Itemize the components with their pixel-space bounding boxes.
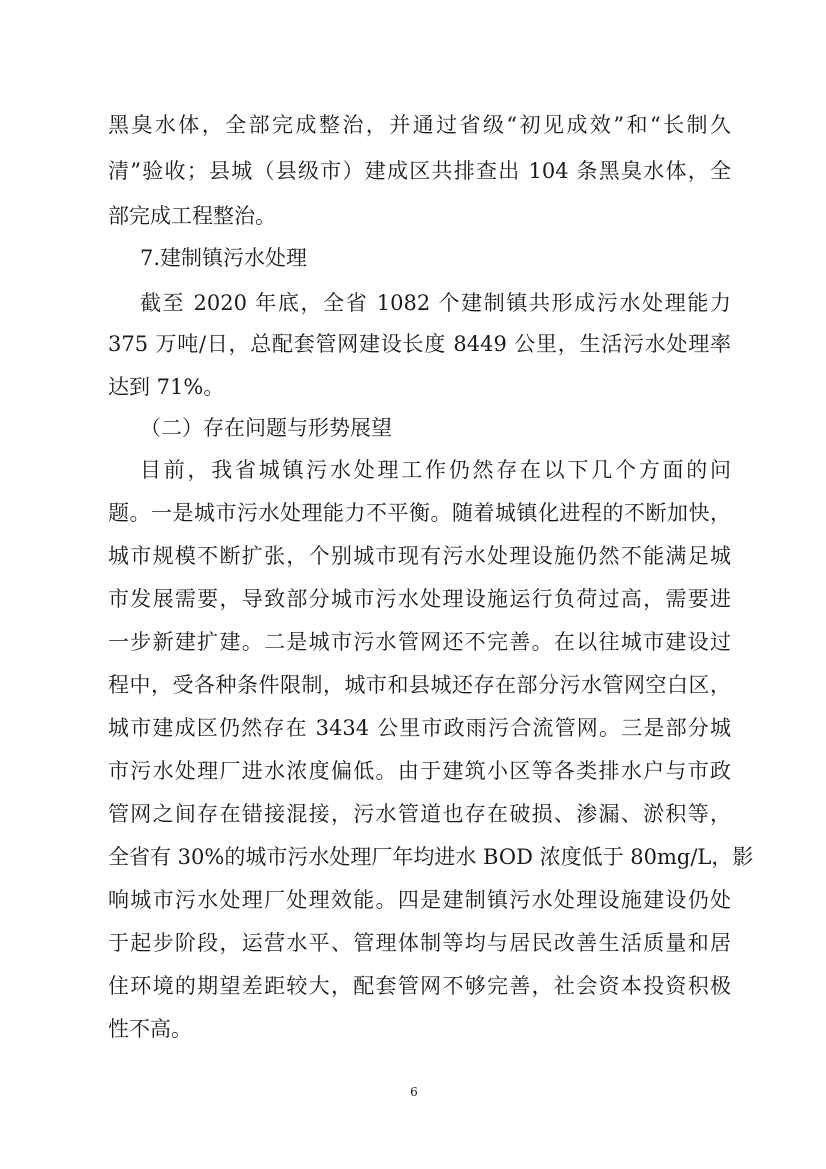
paragraph-line: 市污水处理厂进水浓度偏低。由于建筑小区等各类排水户与市政	[108, 759, 731, 783]
paragraph-line: 响城市污水处理厂处理效能。四是建制镇污水处理设施建设仍处	[108, 888, 731, 912]
section-heading: （二）存在问题与形势展望	[140, 416, 392, 440]
paragraph-line: 清”验收；县城（县级市）建成区共排查出 104 条黑臭水体，全	[108, 159, 731, 183]
paragraph-line: 截至 2020 年底，全省 1082 个建制镇共形成污水处理能力	[140, 291, 731, 315]
paragraph-line: 住环境的期望差距较大，配套管网不够完善，社会资本投资积极	[108, 974, 731, 998]
paragraph-line: 375 万吨/日，总配套管网建设长度 8449 公里，生活污水处理率	[108, 332, 731, 356]
paragraph-line: 一步新建扩建。二是城市污水管网还不完善。在以往城市建设过	[108, 630, 731, 654]
paragraph-line: 市发展需要，导致部分城市污水处理设施运行负荷过高，需要进	[108, 587, 731, 611]
paragraph-line: 达到 71%。	[108, 375, 225, 399]
paragraph-line: 目前，我省城镇污水处理工作仍然存在以下几个方面的问	[140, 458, 731, 482]
paragraph-line: 城市规模不断扩张，个别城市现有污水处理设施仍然不能满足城	[108, 544, 731, 568]
paragraph-line: 部完成工程整治。	[108, 204, 276, 228]
paragraph-line: 于起步阶段，运营水平、管理体制等均与居民改善生活质量和居	[108, 931, 731, 955]
paragraph-line: 管网之间存在错接混接，污水管道也存在破损、渗漏、淤积等，	[108, 802, 731, 826]
page-number: 6	[410, 1085, 418, 1099]
paragraph-line: 全省有 30%的城市污水处理厂年均进水 BOD 浓度低于 80mg/L，影	[108, 845, 754, 869]
paragraph-line: 城市建成区仍然存在 3434 公里市政雨污合流管网。三是部分城	[108, 716, 731, 740]
paragraph-line: 性不高。	[108, 1017, 192, 1041]
section-heading: 7.建制镇污水处理	[140, 246, 308, 270]
paragraph-line: 题。一是城市污水处理能力不平衡。随着城镇化进程的不断加快，	[108, 501, 731, 525]
paragraph-line: 黑臭水体，全部完成整治，并通过省级“初见成效”和“长制久	[108, 113, 731, 137]
paragraph-line: 程中，受各种条件限制，城市和县城还存在部分污水管网空白区，	[108, 673, 731, 697]
